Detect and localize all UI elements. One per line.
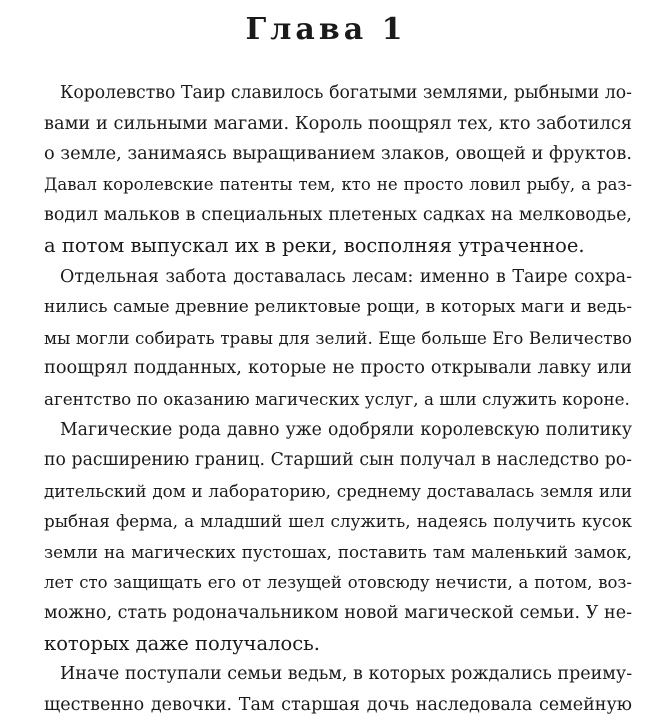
text-line: рыбная ферма, а младший шел служить, надеясь получить кусок	[44, 511, 632, 532]
text-line: Давал королевские патенты тем, кто не просто ловил рыбу, а раз-	[44, 174, 632, 194]
text-line: водил мальков в специальных плетеных садках на мелководье,	[44, 205, 632, 226]
text-line: лет сто защищать его от лезущей отовсюду нечисти, а потом, воз-	[44, 572, 632, 592]
text-line: по расширению границ. Старший сын получал в наследство ро-	[44, 450, 632, 471]
text-line: земли на магических пустошах, поставить там маленький замок,	[44, 541, 632, 562]
paragraph-3	[44, 415, 632, 660]
text-line: о земле, занимаясь выращиванием злаков, овощей и фруктов.	[44, 144, 632, 165]
paragraph-1	[44, 78, 632, 262]
text-line: которых даже получалось.	[44, 631, 320, 655]
text-line: поощрял подданных, которые не просто открывали лавку или	[44, 358, 632, 379]
text-line: можно, стать родоначальником новой магической семьи. У не-	[44, 603, 632, 624]
text-line: Магические рода давно уже одобряли королевскую политику	[60, 419, 632, 440]
paragraph-4	[44, 659, 632, 720]
text-line: а потом выпускал их в реки, восполняя утраченное.	[44, 233, 585, 257]
text-line: Отдельная забота доставалась лесам: именно в Таире сохра-	[60, 266, 632, 287]
text-line: нились самые древние реликтовые рощи, в которых маги и ведь-	[44, 297, 632, 318]
text-line: дительский дом и лабораторию, среднему доставалась земля или	[44, 480, 632, 501]
text-line: Королевство Таир славилось богатыми землями, рыбными ло-	[60, 83, 632, 103]
paragraph-2	[44, 262, 632, 415]
chapter-title: Глава 1	[245, 12, 407, 47]
text-line: агентство по оказанию магических услуг, а шли служить короне.	[44, 388, 630, 409]
text-line: вами и сильными магами. Король поощрял тех, кто заботился	[44, 113, 632, 134]
body-text	[44, 78, 632, 720]
text-line: мы могли собирать травы для зелий. Еще больше Его Величество	[44, 327, 632, 348]
text-line: щественно девочки. Там старшая дочь наследовала семейную	[44, 694, 632, 715]
text-line: Иначе поступали семьи ведьм, в которых рождались преиму-	[60, 664, 633, 685]
